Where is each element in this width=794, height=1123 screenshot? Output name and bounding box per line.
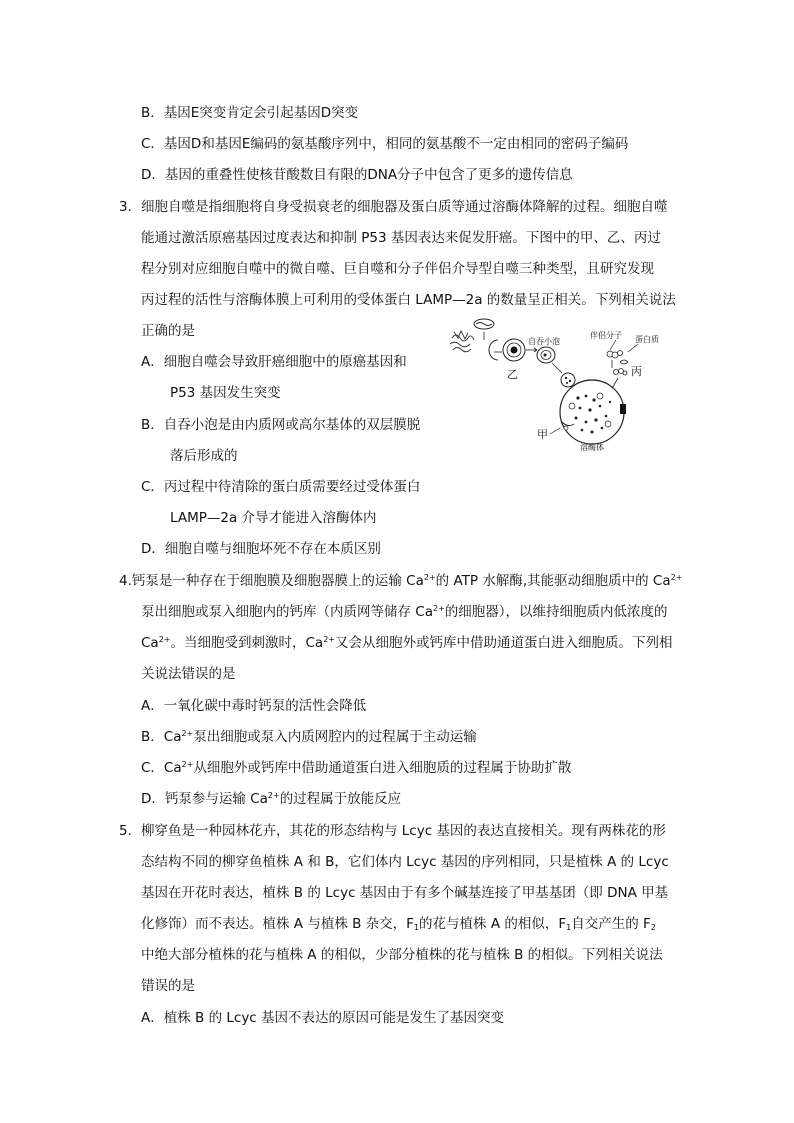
question-text: 4.钙泵是一种存在于细胞膜及细胞器膜上的运输 $Ca^{2+}$的 ATP 水解酶,其能驱动细胞质中的 $Ca^{2+}$ <box>119 573 683 589</box>
chaperone-protein-icon <box>607 351 628 365</box>
option-line: LAMP—2a 介导才能进入溶酶体内 <box>170 510 377 526</box>
label-banlv: 伴侣分子 <box>590 331 622 340</box>
autophagosome-icon <box>503 339 525 361</box>
option-line: P53 基因发生突变 <box>170 385 281 401</box>
question-text: 基因在开花时表达，植株 B 的 Lcyc 基因由于有多个碱基连接了甲基基团（即 DNA 甲基 <box>141 885 669 901</box>
option-line: C．$Ca^{2+}$从细胞外或钙库中借助通道蛋白进入细胞质的过程属于协助扩散 <box>141 760 572 776</box>
option-line: C．基因D和基因E编码的氨基酸序列中，相同的氨基酸不一定由相同的密码子编码 <box>141 136 629 152</box>
question-text: 态结构不同的柳穿鱼植株 A 和 B，它们体内 Lcyc 基因的序列相同，只是植株 A 的 Lcyc <box>141 854 669 870</box>
option-line: C．丙过程中待清除的蛋白质需要经过受体蛋白 <box>141 479 421 495</box>
autophagy-diagram <box>440 318 690 456</box>
option-line: B．自吞小泡是由内质网或高尔基体的双层膜脱 <box>141 417 421 433</box>
receptor-lamp2a <box>620 404 626 414</box>
question-text: 丙过程的活性与溶酶体膜上可利用的受体蛋白 LAMP—2a 的数量呈正相关。下列相关说法 <box>141 292 676 308</box>
option-line: B．$Ca^{2+}$泵出细胞或泵入内质网腔内的过程属于主动运输 <box>141 729 477 745</box>
question-text: 细胞自噬是指细胞将自身受损衰老的细胞器及蛋白质等通过溶酶体降解的过程。细胞自噬 <box>141 199 668 215</box>
question-text: 能通过激活原癌基因过度表达和抑制 P53 基因表达来促发肝癌。下图中的甲、乙、丙过 <box>141 230 661 246</box>
mitochondrion-icon <box>474 319 494 329</box>
chaperone-complex-icon <box>614 369 628 376</box>
question-text: 正确的是 <box>141 323 195 339</box>
question-text: 关说法错误的是 <box>141 666 236 682</box>
option-line: D．钙泵参与运输 $Ca^{2+}$的过程属于放能反应 <box>141 791 402 807</box>
option-line: 落后形成的 <box>170 448 238 464</box>
autophagic-vesicle-icon <box>537 347 555 363</box>
label-danbai: 蛋白质 <box>635 335 659 344</box>
question-text: 错误的是 <box>141 978 195 994</box>
question-number: 3． <box>119 199 142 215</box>
question-text: 程分别对应细胞自噬中的微自噬、巨自噬和分子伴侣介导型自噬三种类型，且研究发现 <box>141 261 654 277</box>
question-text: 中绝大部分植株的花与植株 A 的相似，少部分植株的花与植株 B 的相似。下列相关说法 <box>141 947 663 963</box>
question-text: 泵出细胞或泵入细胞内的钙库（内质网等储存 $Ca^{2+}$的细胞器），以维持细胞质内低浓度的 <box>141 604 668 620</box>
option-line: B．基因E突变肯定会引起基因D突变 <box>141 105 359 121</box>
label-yi: 乙 <box>507 368 518 381</box>
isolation-membrane <box>489 340 498 360</box>
label-jia: 甲 <box>537 428 548 441</box>
option-line: D．基因的重叠性使核苷酸数目有限的DNA分子中包含了更多的遗传信息 <box>141 167 573 183</box>
option-line: D．细胞自噬与细胞坏死不存在本质区别 <box>141 541 381 557</box>
question-number: 5． <box>119 823 142 839</box>
lysosome-icon <box>560 380 626 444</box>
label-bing: 丙 <box>631 365 642 378</box>
label-zixiaopao: 自吞小泡 <box>528 337 560 346</box>
option-line: A．一氧化碳中毒时钙泵的活性会降低 <box>141 698 367 714</box>
question-text: $Ca^{2+}$。当细胞受到刺激时，$Ca^{2+}$又会从细胞外或钙库中借助通道蛋白进入细胞质。下列相 <box>141 635 673 651</box>
fusing-vesicle-icon <box>561 373 575 387</box>
label-rongmeiti: 溶酶体 <box>580 443 604 452</box>
option-line: A．植株 B 的 Lcyc 基因不表达的原因可能是发生了基因突变 <box>141 1010 505 1026</box>
question-text: 化修饰）而不表达。植株 A 与植株 B 杂交，$F_1$的花与植株 A 的相似，$F_1$自交产生的 $F_2$ <box>141 916 656 932</box>
question-text: 柳穿鱼是一种园林花卉，其花的形态结构与 Lcyc 基因的表达直接相关。现有两株花的形 <box>141 823 666 839</box>
damaged-organelle-icon <box>450 331 474 352</box>
option-line: A．细胞自噬会导致肝癌细胞中的原癌基因和 <box>141 354 407 370</box>
